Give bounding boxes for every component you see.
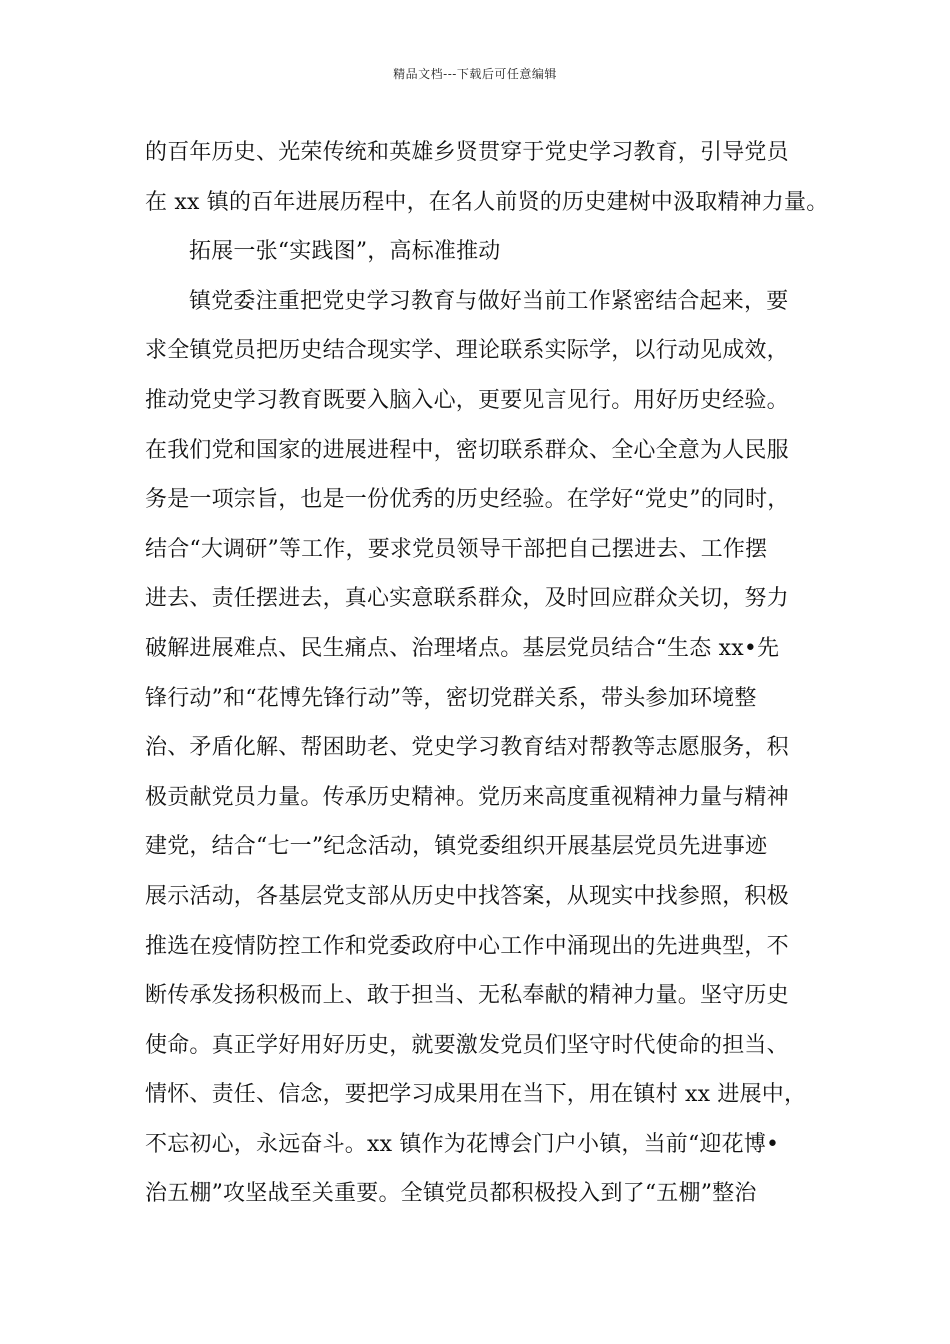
text-line: 推选在疫情防控工作和党委政府中心工作中涌现出的先进典型，不 xyxy=(145,933,789,959)
text-line: 务是一项宗旨，也是一份优秀的历史经验。在学好“党史”的同时， xyxy=(145,487,790,513)
text-line: 在我们党和国家的进展进程中，密切联系群众、全心全意为人民服 xyxy=(145,437,789,463)
text-line: 进去、责任摆进去，真心实意联系群众，及时回应群众关切，努力 xyxy=(145,586,789,612)
text-line: 不忘初心，永远奋斗。xx 镇作为花博会门户小镇，当前“迎花博• xyxy=(145,1131,780,1157)
text-line: 展示活动，各基层党支部从历史中找答案，从现实中找参照，积极 xyxy=(145,883,789,909)
text-line: 锋行动”和“花博先锋行动”等，密切党群关系，带头参加环境整 xyxy=(145,685,757,711)
text-line: 结合“大调研”等工作，要求党员领导干部把自己摆进去、工作摆 xyxy=(145,536,768,562)
text-line: 治五棚”攻坚战至关重要。全镇党员都积极投入到了“五棚”整治 xyxy=(145,1181,757,1207)
text-line: 在 xx 镇的百年进展历程中，在名人前贤的历史建树中汲取精神力量。 xyxy=(145,189,829,215)
text-line: 推动党史学习教育既要入脑入心，更要见言见行。用好历史经验。 xyxy=(145,387,789,413)
text-line: 极贡献党员力量。传承历史精神。党历来高度重视精神力量与精神 xyxy=(145,784,789,810)
text-line: 镇党委注重把党史学习教育与做好当前工作紧密结合起来，要 xyxy=(189,288,789,314)
text-line: 治、矛盾化解、帮困助老、党史学习教育结对帮教等志愿服务，积 xyxy=(145,735,789,761)
text-line: 建党，结合“七一”纪念活动，镇党委组织开展基层党员先进事迹 xyxy=(145,834,768,860)
text-line: 使命。真正学好用好历史，就要激发党员们坚守时代使命的担当、 xyxy=(145,1032,789,1058)
section-heading: 拓展一张“实践图”，高标准推动 xyxy=(189,239,501,265)
text-line: 求全镇党员把历史结合现实学、理论联系实际学，以行动见成效， xyxy=(145,338,789,364)
text-line: 破解进展难点、民生痛点、治理堵点。基层党员结合“生态 xx•先 xyxy=(145,635,780,661)
text-line: 的百年历史、光荣传统和英雄乡贤贯穿于党史学习教育，引导党员 xyxy=(145,140,789,165)
text-line: 断传承发扬积极而上、敢于担当、无私奉献的精神力量。坚守历史 xyxy=(145,983,789,1009)
text-line: 情怀、责任、信念，要把学习成果用在当下，用在镇村 xx 进展中， xyxy=(145,1082,807,1108)
document-body xyxy=(145,128,829,1219)
page-header: 精品文档---下载后可任意编辑 xyxy=(393,67,557,81)
